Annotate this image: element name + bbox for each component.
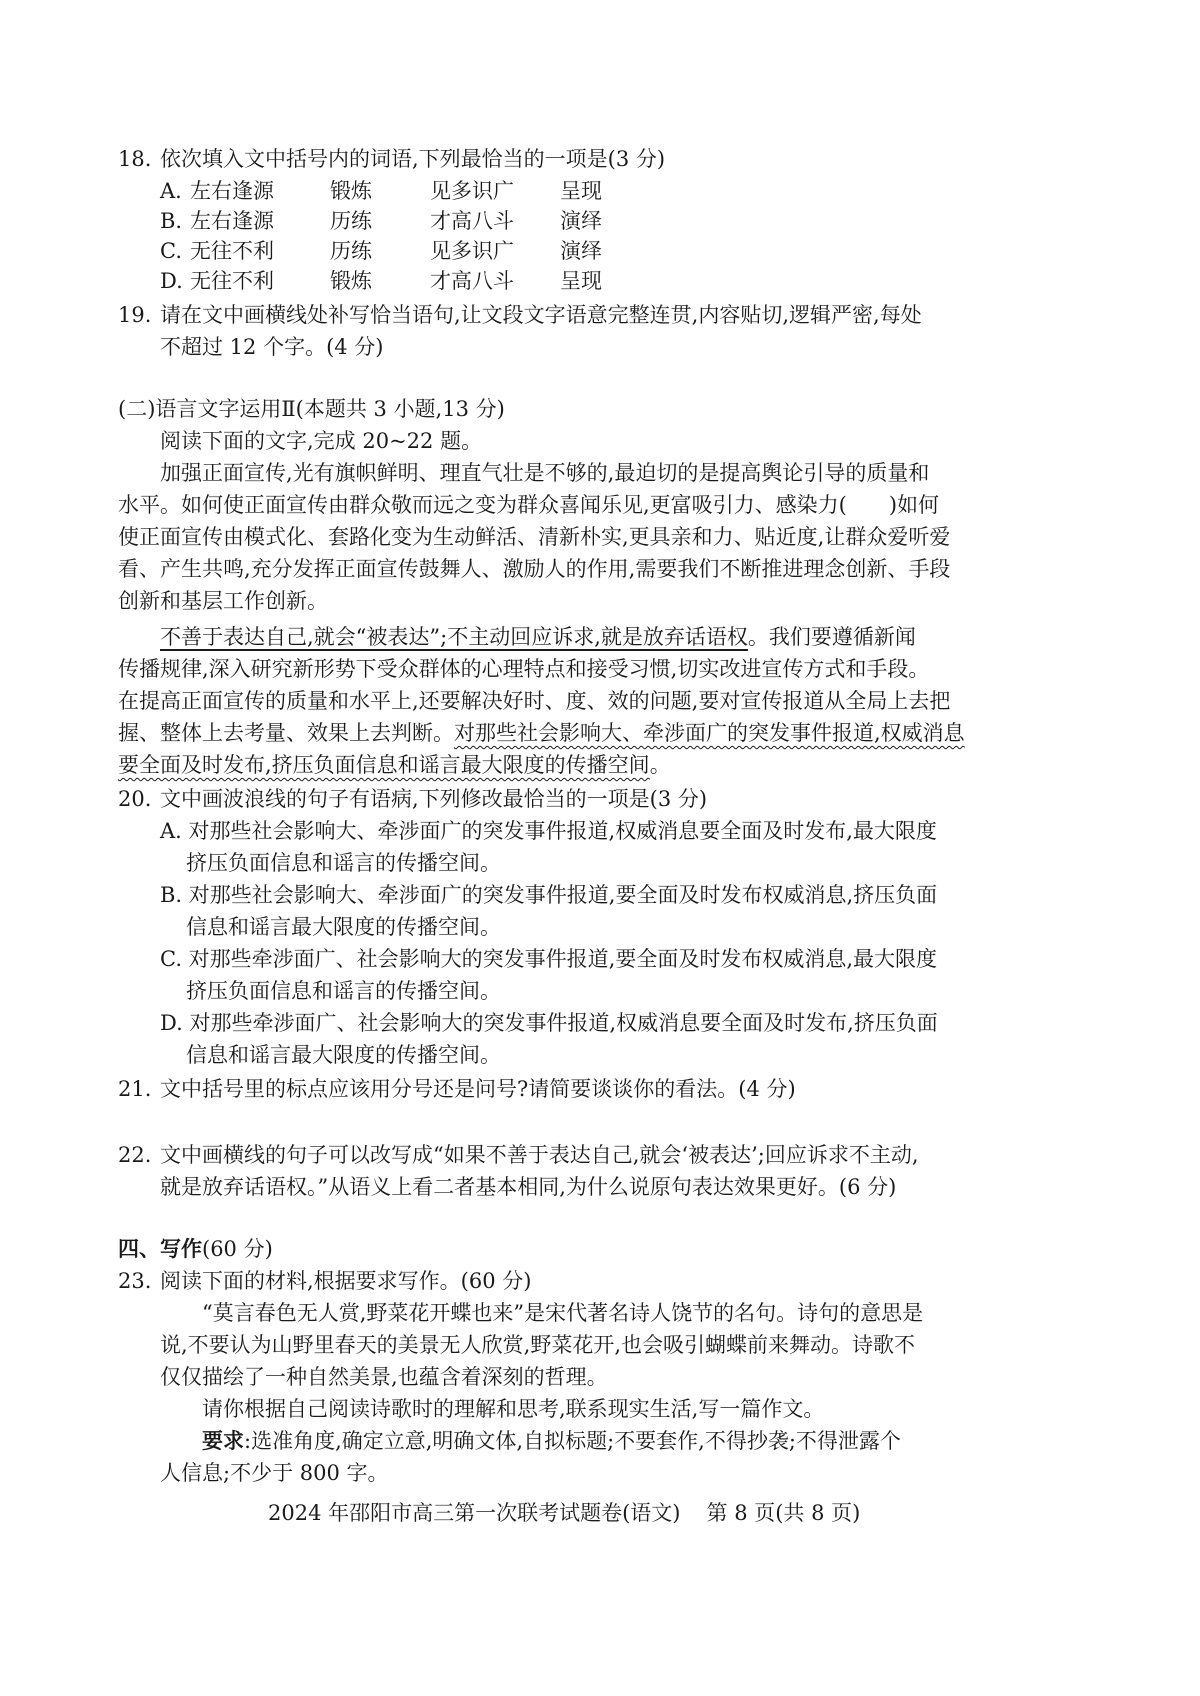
q20-option-b-line1: B. 对那些社会影响大、牵涉面广的突发事件报道,要全面及时发布权威消息,挤压负面 [160, 883, 938, 907]
passage-p2-line3: 在提高正面宣传的质量和水平上,还要解决好时、度、效的问题,要对宣传报道从全局上去把 [118, 689, 951, 713]
q23-stem: 23. 阅读下面的材料,根据要求写作。(60 分) [118, 1266, 531, 1296]
q23-number: 23. [118, 1269, 152, 1293]
q23-requirements-line2: 人信息;不少于 800 字。 [160, 1461, 389, 1485]
q20-option-a-line1: A. 对那些社会影响大、牵涉面广的突发事件报道,权威消息要全面及时发布,最大限度 [160, 819, 937, 843]
q23-material-line1: “莫言春色无人赏,野菜花开蝶也来”是宋代著名诗人饶节的名句。诗句的意思是 [202, 1301, 924, 1325]
q20-option-d-line1: D. 对那些牵涉面广、社会影响大的突发事件报道,权威消息要全面及时发布,挤压负面 [160, 1011, 938, 1035]
footer-title: 2024 年邵阳市高三第一次联考试题卷(语文) [268, 1501, 681, 1525]
q20-stem: 20. 文中画波浪线的句子有语病,下列修改最恰当的一项是(3 分) [118, 784, 707, 814]
q22-stem: 22. 文中画横线的句子可以改写成“如果不善于表达自己,就会‘被表达’;回应诉求不主动, [118, 1140, 919, 1170]
section2-heading: (二)语言文字运用Ⅱ(本题共 3 小题,13 分) [118, 397, 505, 421]
requirements-label: 要求 [202, 1428, 244, 1453]
passage-p1-line3: 使正面宣传由模式化、套路化变为生动鲜活、清新朴实,更具亲和力、贴近度,让群众爱听爱 [118, 525, 951, 549]
q18-stem-text: 依次填入文中括号内的词语,下列最恰当的一项是(3 分) [160, 147, 666, 171]
q18-number: 18. [118, 147, 152, 171]
passage-p2-line4: 握、整体上去考量、效果上去判断。对那些社会影响大、牵涉面广的突发事件报道,权威消息 [118, 721, 965, 745]
q20-option-c-line2: 挤压负面信息和谣言的传播空间。 [186, 979, 501, 1003]
q23-material-line2: 说,不要认为山野里春天的美景无人欣赏,野菜花开,也会吸引蝴蝶前来舞动。诗歌不 [160, 1333, 916, 1357]
q23-prompt: 请你根据自己阅读诗歌时的理解和思考,联系现实生活,写一篇作文。 [202, 1397, 825, 1421]
q20-option-a-line2: 挤压负面信息和谣言的传播空间。 [186, 851, 501, 875]
q21-stem: 21. 文中括号里的标点应该用分号还是问号?请简要谈谈你的看法。(4 分) [118, 1074, 796, 1104]
passage-p1-line4: 看、产生共鸣,充分发挥正面宣传鼓舞人、激励人的作用,需要我们不断推进理念创新、手段 [118, 557, 951, 581]
q19-stem-cont: 不超过 12 个字。(4 分) [160, 335, 384, 359]
q23-material-line3: 仅仅描绘了一种自然美景,也蕴含着深刻的哲理。 [160, 1365, 608, 1389]
q18-option-b: B. 左右逢源 历练 才高八斗 演绎 [160, 209, 602, 233]
passage-p1-line5: 创新和基层工作创新。 [118, 589, 328, 613]
q22-stem-cont: 就是放弃话语权。”从语义上看二者基本相同,为什么说原句表达效果更好。(6 分) [160, 1175, 897, 1199]
q21-number: 21. [118, 1077, 152, 1101]
q22-number: 22. [118, 1143, 152, 1167]
q23-requirements-line1: 要求:选准角度,确定立意,明确文体,自拟标题;不要套作,不得抄袭;不得泄露个 [202, 1428, 901, 1453]
page-footer [268, 1498, 860, 1528]
passage-p1-line1: 加强正面宣传,光有旗帜鲜明、理直气壮是不够的,最迫切的是提高舆论引导的质量和 [160, 461, 930, 485]
passage-p1-line2: 水平。如何使正面宣传由群众敬而远之变为群众喜闻乐见,更富吸引力、感染力( )如何 [118, 493, 940, 517]
passage-p2-line2: 传播规律,深入研究新形势下受众群体的心理特点和接受习惯,切实改进宣传方式和手段。 [118, 657, 930, 681]
q18-stem [118, 144, 665, 174]
wavy-sentence-part2: 要全面及时发布,挤压负面信息和谣言最大限度的传播空间 [118, 753, 650, 777]
footer-page-number: 第 8 页(共 8 页) [706, 1501, 861, 1525]
q20-option-b-line2: 信息和谣言最大限度的传播空间。 [186, 915, 501, 939]
passage-p2-line5: 要全面及时发布,挤压负面信息和谣言最大限度的传播空间。 [118, 753, 671, 777]
underlined-sentence: 不善于表达自己,就会“被表达”;不主动回应诉求,就是放弃话语权 [160, 625, 748, 649]
q19-number: 19. [118, 303, 152, 327]
section4-heading: 四、写作(60 分) [118, 1236, 273, 1261]
q18-option-a: A. 左右逢源 锻炼 见多识广 呈现 [160, 179, 602, 203]
section2-intro: 阅读下面的文字,完成 20~22 题。 [160, 429, 483, 453]
q19-stem: 19. 请在文中画横线处补写恰当语句,让文段文字语意完整连贯,内容贴切,逻辑严密,每处 [118, 300, 922, 330]
q20-number: 20. [118, 787, 152, 811]
q18-option-c: C. 无往不利 历练 见多识广 演绎 [160, 239, 602, 263]
wavy-sentence-part1: 对那些社会影响大、牵涉面广的突发事件报道,权威消息 [454, 721, 965, 745]
passage-p2-line1: 不善于表达自己,就会“被表达”;不主动回应诉求,就是放弃话语权。我们要遵循新闻 [160, 625, 916, 649]
q20-option-d-line2: 信息和谣言最大限度的传播空间。 [186, 1043, 501, 1067]
q18-option-d: D. 无往不利 锻炼 才高八斗 呈现 [160, 269, 602, 293]
q20-option-c-line1: C. 对那些牵涉面广、社会影响大的突发事件报道,要全面及时发布权威消息,最大限度 [160, 947, 938, 971]
